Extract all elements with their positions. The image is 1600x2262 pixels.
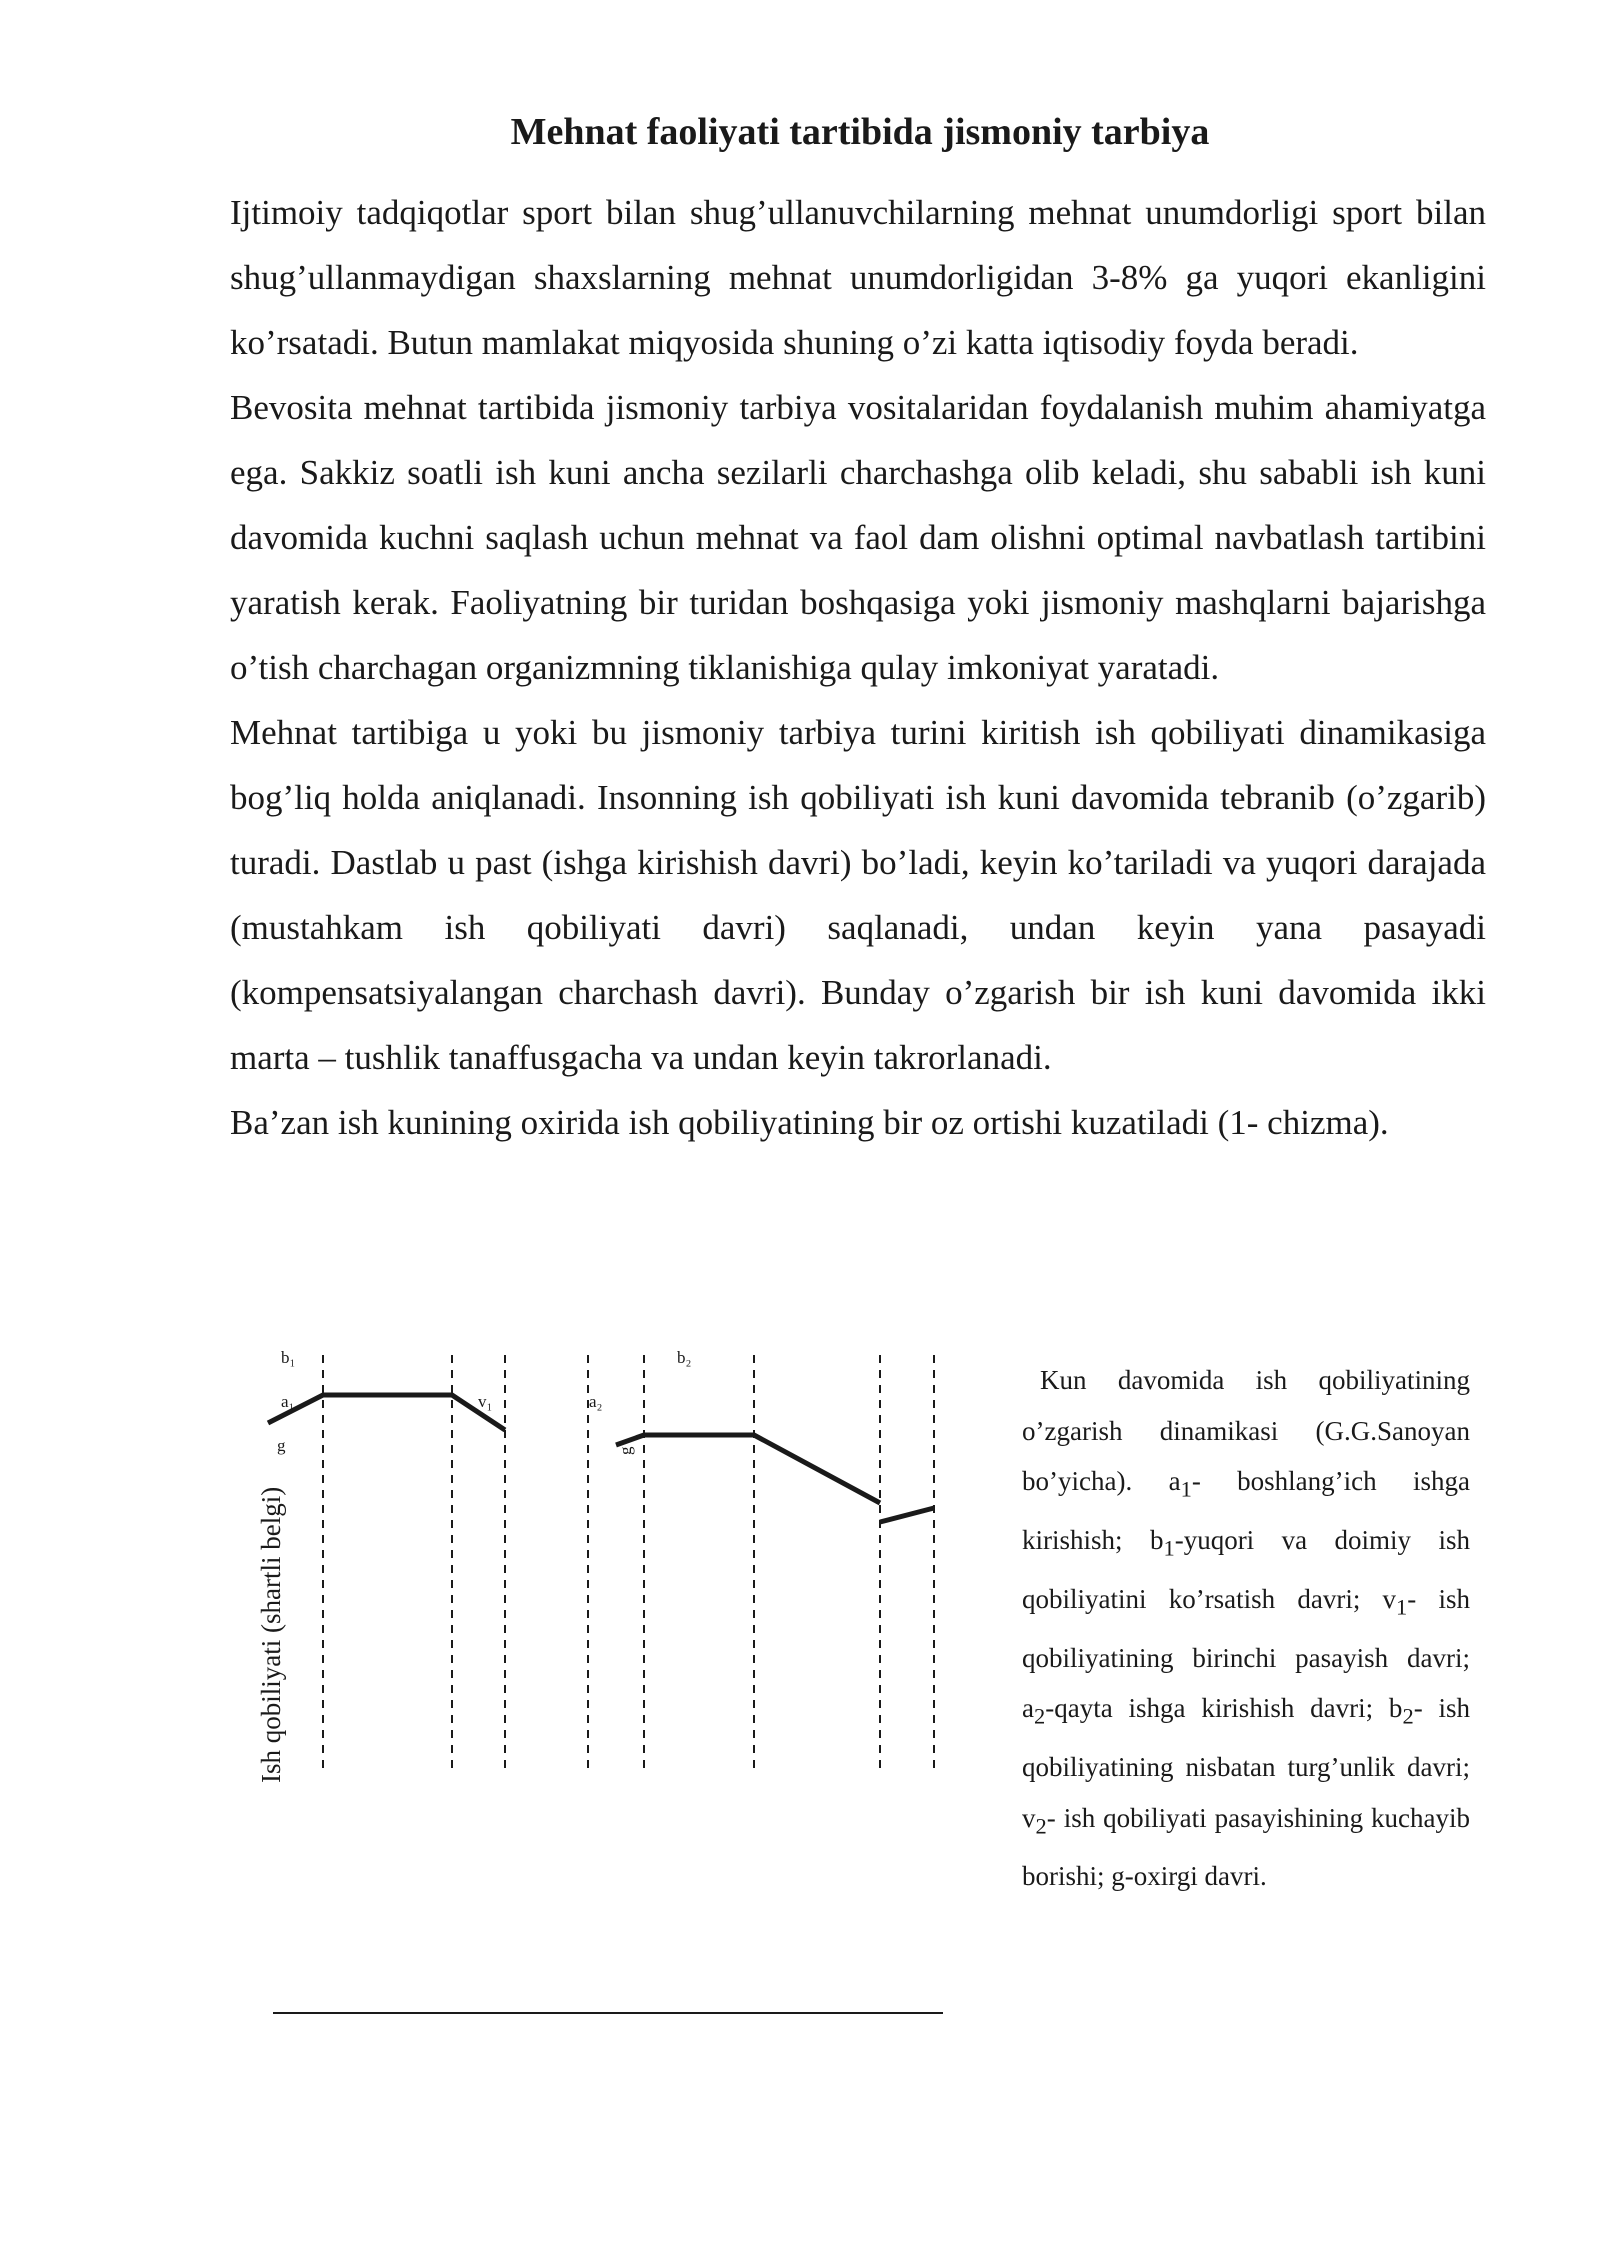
caption-part: -yuqori va doimiy ish qobiliyatini ko’rsatish davri; v — [1022, 1524, 1477, 1614]
paragraph-4: Ba’zan ish kunining oxirida ish qobiliyatining bir oz ortishi kuzatiladi (1- chizma). — [230, 1103, 1389, 1142]
page-title: Mehnat faoliyati tartibida jismoniy tarbiya — [510, 111, 1210, 153]
capacity-curve-morning — [268, 1395, 505, 1430]
paragraph-3: Mehnat tartibiga u yoki bu jismoniy tarbiya turini kiritish ish qobiliyati dinamikasiga bog’liq holda aniqlanadi. Insonning ish qobiliyati ish kuni davomida tebranib (o’zgarib) turadi. Dastlab u past (ishga kirishish davri) bo’ladi, keyin ko’tariladi va yuqori darajada (mustahkam ish qobiliyati davri) saqlanadi, undan keyin yana pasayadi (kompensatsiyalangan charchash davri). Bunday o’zgarish bir ish kuni davomida ikki marta – tushlik tanaffusgacha va undan keyin takrorlanadi. — [230, 713, 1486, 1077]
work-capacity-diagram — [250, 1345, 970, 1805]
caption-subscript: 1 — [1396, 1594, 1408, 1620]
label-a1: a₁ — [281, 1392, 295, 1411]
label-b2: b₂ — [677, 1348, 692, 1367]
caption-text — [1022, 1355, 1477, 1902]
caption-subscript: 2 — [1402, 1703, 1414, 1729]
caption-part: -qayta ishga kirishish davri; b — [1045, 1693, 1403, 1724]
caption-part: Kun davomida ish qobiliyatining o’zgarish dinamikasi (G.G.Sanoyan bo’yicha). a — [1022, 1365, 1477, 1496]
label-g-right: g — [616, 1446, 635, 1455]
caption-subscript: 1 — [1180, 1476, 1192, 1502]
label-a2: a₂ — [589, 1392, 603, 1411]
caption-subscript: 2 — [1033, 1703, 1046, 1729]
caption-subscript: 2 — [1035, 1812, 1047, 1838]
caption-part: - ish qobiliyatining nisbatan turg’unlik davri; v — [1022, 1693, 1477, 1833]
paragraph-1: Ijtimoiy tadqiqotlar sport bilan shug’ullanuvchilarning mehnat unumdorligi sport bilan shug’ullanmaydigan shaxslarning mehnat unumdorligidan 3-8% ga yuqori ekanligini ko’rsatadi. Butun mamlakat miqyosida shuning o’zi katta iqtisodiy foyda beradi. — [230, 193, 1486, 362]
caption-part: - ish qobiliyati pasayishining kuchayib borishi; g-oxirgi davri. — [1022, 1802, 1477, 1892]
caption-subscript: 1 — [1163, 1535, 1175, 1561]
figure-caption — [1022, 1355, 1477, 1902]
capacity-curve-end-rise — [880, 1508, 934, 1522]
label-b1: b₁ — [281, 1348, 296, 1367]
paragraph-2: Bevosita mehnat tartibida jismoniy tarbiya vositalaridan foydalanish muhim ahamiyatga ega. Sakkiz soatli ish kuni ancha sezilarli charchashga olib keladi, shu sababli ish kuni davomida kuchni saqlash uchun mehnat va faol dam olishni optimal navbatlash tartibini yaratish kerak. Faoliyatning bir turidan boshqasiga yoki jismoniy mashqlarni bajarishga o’tish charchagan organizmning tiklanishiga qulay imkoniyat yaratadi. — [230, 388, 1486, 687]
work-capacity-figure — [250, 1345, 970, 1805]
body-text — [230, 180, 1486, 1155]
caption-part: - boshlang’ich ishga kirishish; b — [1022, 1466, 1477, 1555]
caption-part: - ish qobiliyatining birinchi pasayish davri; a — [1022, 1583, 1477, 1724]
label-v1: v₁ — [478, 1392, 493, 1411]
footnote-separator — [273, 2012, 943, 2014]
y-axis-label: Ish qobiliyati (shartli belgi) — [256, 1486, 286, 1783]
label-g-left: g — [277, 1436, 286, 1455]
capacity-curve-afternoon — [616, 1435, 880, 1503]
